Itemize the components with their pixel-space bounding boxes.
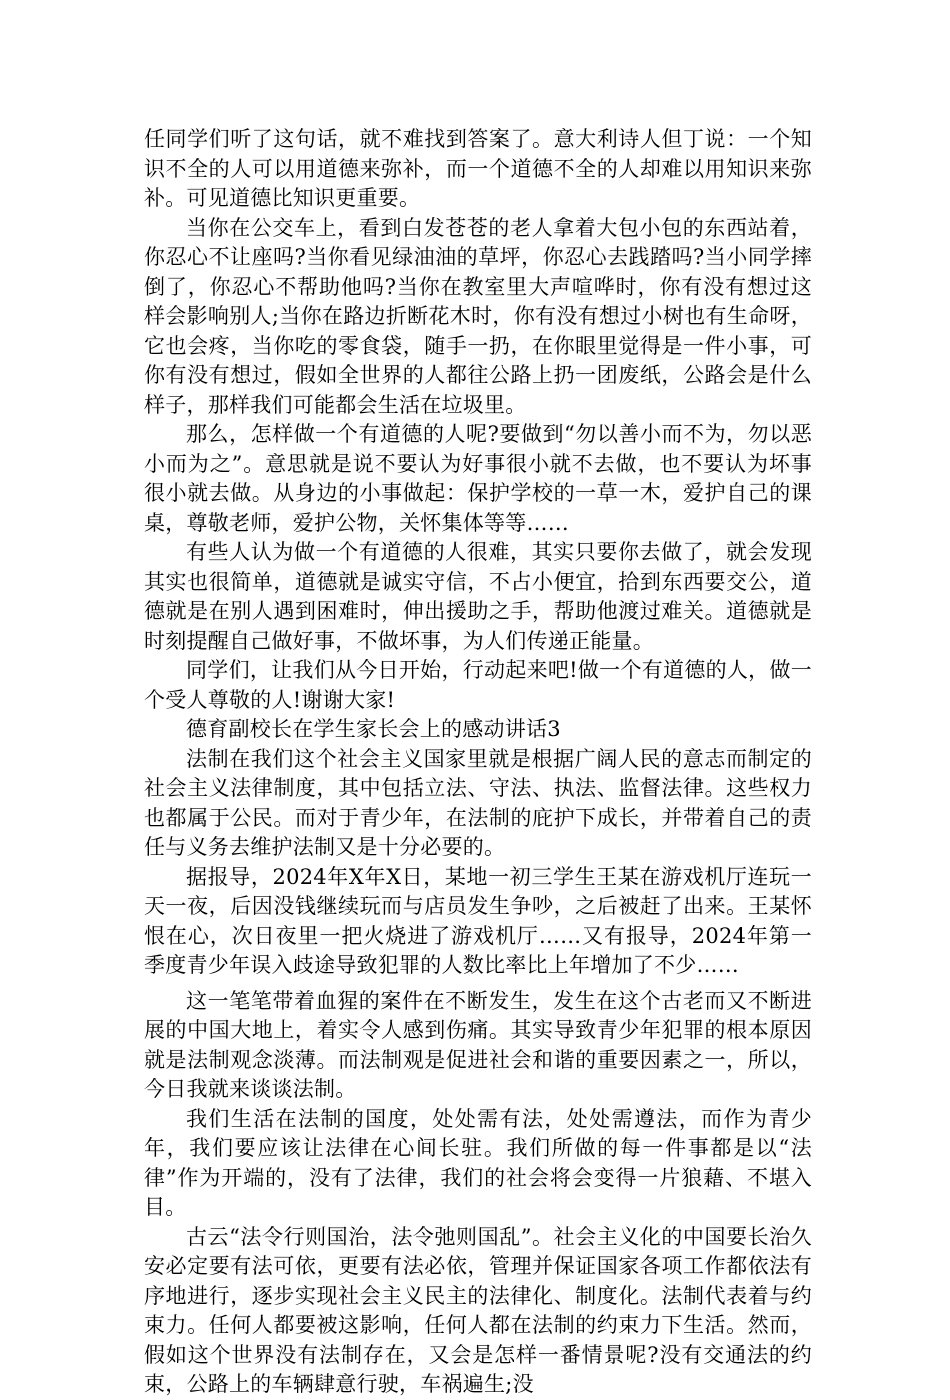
paragraph-legal-system: 法制在我们这个社会主义国家里就是根据广阔人民的意志而制定的社会主义法律制度，其中包括立法、守法、执法、监督法律。这些权力也都属于公民。而对于青少年，在法制的庇护下成长，并带着自己的责任与义务去维护法制又是十分必要的。 (144, 746, 812, 859)
paragraph-ancient-saying: 古云“法令行则国治，法令弛则国乱”。社会主义化的中国要长治久安必定要有法可依，更要有法必依，管理并保证国家各项工作都依法有序地进行，逐步实现社会主义民主的法律化、制度化。法制代表着与约束力。任何人都要被这影响，任何人都在法制的约束力下生活。然而，假如这个世界没有法制存在，又会是怎样一番情景呢?没有交通法的约束，公路上的车辆肆意行驶，车祸遍生;没 (144, 1224, 812, 1396)
paragraph-cases: 这一笔笔带着血猩的案件在不断发生，发生在这个古老而又不断进展的中国大地上，着实令人感到伤痛。其实导致青少年犯罪的根本原因就是法制观念淡薄。而法制观是促进社会和谐的重要因素之一，所以，今日我就来谈谈法制。 (144, 988, 812, 1101)
paragraph-news-report: 据报导，2024年X年X日，某地一初三学生王某在游戏机厅连玩一天一夜，后因没钱继续玩而与店员发生争吵，之后被赶了出来。王某怀恨在心，次日夜里一把火烧进了游戏机厅……又有报导，2024年第一季度青少年误入歧途导致犯罪的人数比率比上年增加了不少…… (144, 864, 812, 977)
paragraph-continuation: 任同学们听了这句话，就不难找到答案了。意大利诗人但丁说：一个知识不全的人可以用道德来弥补，而一个道德不全的人却难以用知识来弥补。可见道德比知识更重要。 (144, 127, 812, 210)
document-body (144, 125, 812, 1400)
section-heading: 德育副校长在学生家长会上的感动讲话3 (186, 717, 561, 741)
paragraph-rule-of-law: 我们生活在法制的国度，处处需有法，处处需遵法，而作为青少年，我们要应该让法律在心间长驻。我们所做的每一件事都是以“法律”作为开端的，没有了法律，我们的社会将会变得一片狼藉、不堪入目。 (144, 1106, 812, 1219)
paragraph-moral-is-simple: 有些人认为做一个有道德的人很难，其实只要你去做了，就会发现其实也很简单，道德就是诚实守信，不占小便宜，拾到东西要交公，道德就是在别人遇到困难时，伸出援助之手，帮助他渡过难关。道德就是时刻提醒自己做好事，不做坏事，为人们传递正能量。 (144, 540, 812, 653)
paragraph-how-to-be-moral: 那么，怎样做一个有道德的人呢?要做到“勿以善小而不为，勿以恶小而为之”。意思就是说不要认为好事很小就不去做，也不要认为坏事很小就去做。从身边的小事做起：保护学校的一草一木，爱护自己的课桌，尊敬老师，爱护公物，关怀集体等等…… (144, 422, 812, 535)
paragraph-closing: 同学们，让我们从今日开始，行动起来吧!做一个有道德的人，做一个受人尊敬的人!谢谢大家! (144, 658, 812, 712)
paragraph-bus-scene: 当你在公交车上，看到白发苍苍的老人拿着大包小包的东西站着，你忍心不让座吗?当你看见绿油油的草坪，你忍心去践踏吗?当小同学摔倒了，你忍心不帮助他吗?当你在教室里大声喧哗时，你有没有想过这样会影响别人;当你在路边折断花木时，你有没有想过小树也有生命呀，它也会疼，当你吃的零食袋，随手一扔，在你眼里觉得是一件小事，可你有没有想过，假如全世界的人都往公路上扔一团废纸，公路会是什么样子，那样我们可能都会生活在垃圾里。 (144, 215, 812, 417)
